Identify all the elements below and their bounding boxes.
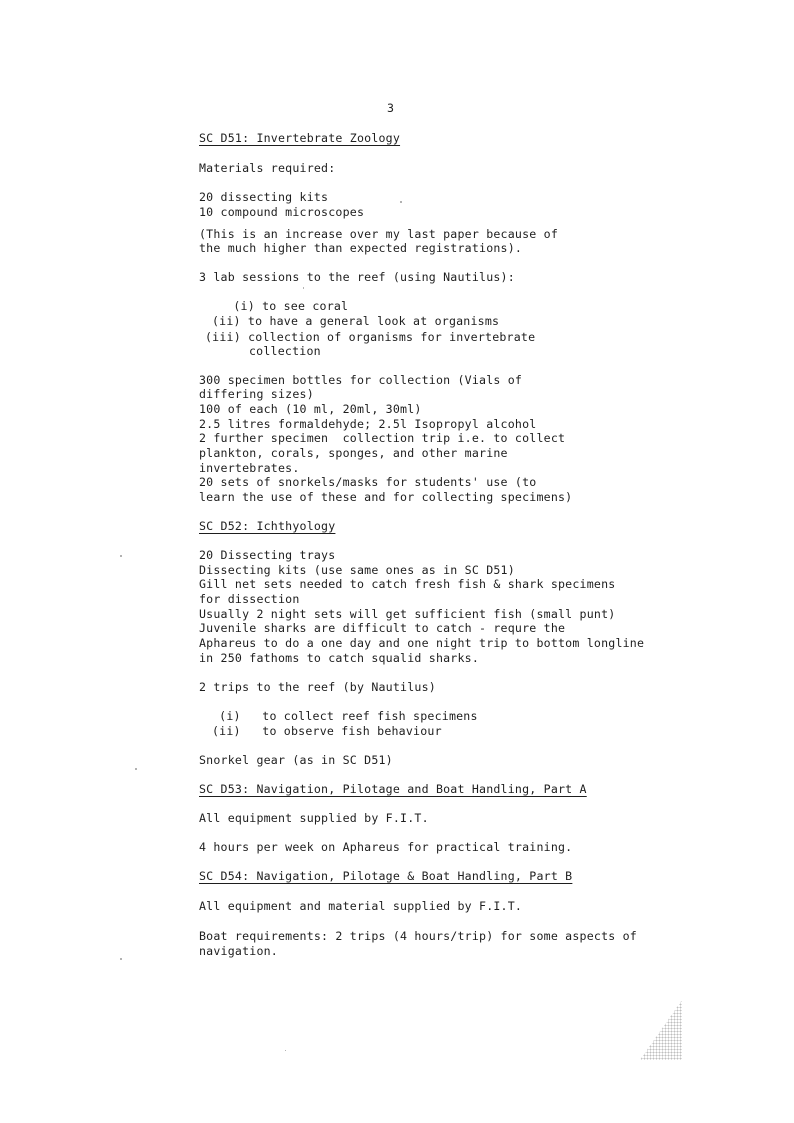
section-heading: SC D53: Navigation, Pilotage and Boat Handling, Part A bbox=[199, 782, 587, 796]
text-line: 2.5 litres formaldehyde; 2.5l Isopropyl alcohol bbox=[199, 417, 537, 431]
text-line: Usually 2 night sets will get sufficient fish (small punt) bbox=[199, 607, 616, 621]
page-number: 3 bbox=[387, 101, 395, 115]
scan-speck bbox=[120, 958, 122, 960]
text-line: Boat requirements: 2 trips (4 hours/trip) for some aspects of bbox=[199, 929, 637, 943]
text-line: All equipment and material supplied by F.I.T. bbox=[199, 899, 523, 913]
text-line: 10 compound microscopes bbox=[199, 205, 365, 219]
section-heading: SC D51: Invertebrate Zoology bbox=[199, 131, 401, 145]
text-line: plankton, corals, sponges, and other marine bbox=[199, 446, 508, 460]
section-heading: SC D54: Navigation, Pilotage & Boat Handling, Part B bbox=[199, 869, 573, 883]
text-line: Gill net sets needed to catch fresh fish & shark specimens bbox=[199, 577, 616, 591]
text-line: (ii) to observe fish behaviour bbox=[212, 724, 442, 738]
text-line: 4 hours per week on Aphareus for practical training. bbox=[199, 840, 573, 854]
text-line: for dissection bbox=[199, 592, 300, 606]
scan-speck bbox=[285, 1050, 286, 1051]
text-line: Aphareus to do a one day and one night trip to bottom longline bbox=[199, 636, 645, 650]
text-line: (iii) collection of organisms for invertebrate bbox=[205, 330, 536, 344]
text-line: navigation. bbox=[199, 944, 278, 958]
scan-noise-corner bbox=[640, 1000, 682, 1060]
text-line: (i) to see coral bbox=[219, 299, 349, 313]
scan-speck bbox=[303, 287, 304, 289]
text-line: invertebrates. bbox=[199, 461, 300, 475]
text-line: learn the use of these and for collecting specimens) bbox=[199, 490, 573, 504]
text-line: differing sizes) bbox=[199, 387, 314, 401]
text-line: All equipment supplied by F.I.T. bbox=[199, 811, 429, 825]
text-line: 20 dissecting kits bbox=[199, 190, 329, 204]
text-line: Materials required: bbox=[199, 161, 336, 175]
text-line: (This is an increase over my last paper because of bbox=[199, 227, 559, 241]
text-line: (i) to collect reef fish specimens bbox=[212, 709, 478, 723]
text-line: 100 of each (10 ml, 20ml, 30ml) bbox=[199, 402, 422, 416]
scan-speck bbox=[400, 201, 402, 203]
text-line: 20 sets of snorkels/masks for students' use (to bbox=[199, 475, 537, 489]
text-line: Dissecting kits (use same ones as in SC D51) bbox=[199, 563, 515, 577]
scan-speck bbox=[120, 555, 122, 557]
section-heading: SC D52: Ichthyology bbox=[199, 519, 336, 533]
text-line: the much higher than expected registrations). bbox=[199, 241, 523, 255]
scan-speck bbox=[135, 768, 137, 770]
text-line: 3 lab sessions to the reef (using Nautilus): bbox=[199, 270, 515, 284]
text-line: 20 Dissecting trays bbox=[199, 548, 336, 562]
text-line: Juvenile sharks are difficult to catch - requre the bbox=[199, 621, 566, 635]
text-line: 2 further specimen collection trip i.e. to collect bbox=[199, 431, 566, 445]
text-line: Snorkel gear (as in SC D51) bbox=[199, 753, 393, 767]
text-line: (ii) to have a general look at organisms bbox=[212, 314, 500, 328]
text-line: 2 trips to the reef (by Nautilus) bbox=[199, 680, 436, 694]
text-line: collection bbox=[249, 344, 321, 358]
text-line: in 250 fathoms to catch squalid sharks. bbox=[199, 651, 480, 665]
text-line: 300 specimen bottles for collection (Vials of bbox=[199, 373, 523, 387]
